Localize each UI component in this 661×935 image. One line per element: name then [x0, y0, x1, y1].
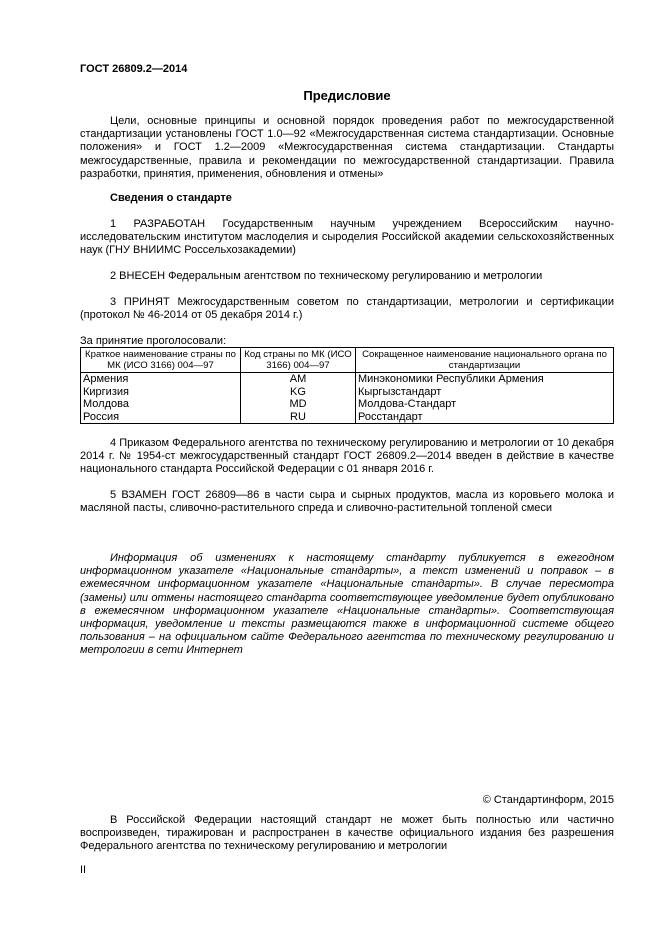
item-developed: 1 РАЗРАБОТАН Государственным научным учреждением Всероссийским научно-исследовательским институтом маслоделия и сыроделия Российской академии сельскохозяйственных наук (ГНУ ВНИИМС Россельхозакадемии) — [80, 218, 614, 257]
item-adopted: 3 ПРИНЯТ Межгосударственным советом по стандартизации, метрологии и сертификации (протокол № 46-2014 от 05 декабря 2014 г.) — [80, 296, 614, 322]
vote-table — [80, 347, 614, 424]
cell-country: Молдова — [81, 398, 241, 411]
header-national-body: Сокращенное наименование национального органа по стандартизации — [356, 348, 614, 373]
item-replaces: 5 ВЗАМЕН ГОСТ 26809—86 в части сыра и сырных продуктов, масла из коровьего молока и масляной пасты, сливочно-растительного спреда и сливочно-растительной топленой смеси — [80, 489, 614, 515]
document-code: ГОСТ 26809.2—2014 — [80, 63, 188, 75]
cell-national-body: Молдова-Стандарт — [356, 398, 614, 411]
cell-code: AM — [241, 373, 356, 386]
reproduction-notice: В Российской Федерации настоящий стандарт не может быть полностью или частично воспроизведен, тиражирован и распространен в качестве официального издания без разрешения Федерального агентства по техническому регулированию и метрологии — [80, 814, 614, 853]
table-row — [81, 411, 614, 424]
cell-code: KG — [241, 386, 356, 399]
standard-info-heading: Сведения о стандарте — [110, 192, 232, 204]
cell-code: MD — [241, 398, 356, 411]
page-number: II — [80, 864, 87, 876]
cell-national-body: Росстандарт — [356, 411, 614, 424]
table-row — [81, 373, 614, 386]
copyright: © Стандартинформ, 2015 — [482, 794, 614, 806]
cell-country: Россия — [81, 411, 241, 424]
intro-paragraph: Цели, основные принципы и основной порядок проведения работ по межгосударственной стандартизации установлены ГОСТ 1.0—92 «Межгосударственная система стандартизации. Основные положения» и ГОСТ 1.2—2009 «Межгосударственная система стандартизации. Стандарты межгосударственные, правила и рекомендации по межгосударственной стандартизации. Правила разработки, принятия, применения, обновления и отмены» — [80, 115, 614, 180]
table-header-row — [81, 348, 614, 373]
cell-code: RU — [241, 411, 356, 424]
cell-national-body: Минэкономики Республики Армения — [356, 373, 614, 386]
table-row — [81, 386, 614, 399]
cell-country: Армения — [81, 373, 241, 386]
item-order: 4 Приказом Федерального агентства по техническому регулированию и метрологии от 10 декабря 2014 г. № 1954-ст межгосударственный стандарт ГОСТ 26809.2—2014 введен в действие в качестве национального стандарта Российской Федерации с 01 января 2016 г. — [80, 437, 614, 476]
page-title: Предисловие — [303, 88, 391, 103]
table-row — [81, 398, 614, 411]
header-country: Краткое наименование страны по МК (ИСО 3166) 004—97 — [81, 348, 241, 373]
vote-table-intro: За принятие проголосовали: — [80, 335, 227, 347]
header-code: Код страны по МК (ИСО 3166) 004—97 — [241, 348, 356, 373]
cell-national-body: Кыргызстандарт — [356, 386, 614, 399]
cell-country: Киргизия — [81, 386, 241, 399]
item-introduced: 2 ВНЕСЕН Федеральным агентством по техническому регулированию и метрологии — [110, 270, 543, 282]
changes-info: Информация об изменениях к настоящему стандарту публикуется в ежегодном информационном указателе «Национальные стандарты», а текст изменений и поправок – в ежемесячном информационном указателе «Национальные стандарты». В случае пересмотра (замены) или отмены настоящего стандарта соответствующее уведомление будет опубликовано в ежемесячном информационном указателе «Национальные стандарты». Соответствующая информация, уведомление и тексты размещаются также в информационной системе общего пользования – на официальном сайте Федерального агентства по техническому регулированию и метрологии в сети Интернет — [80, 552, 614, 657]
